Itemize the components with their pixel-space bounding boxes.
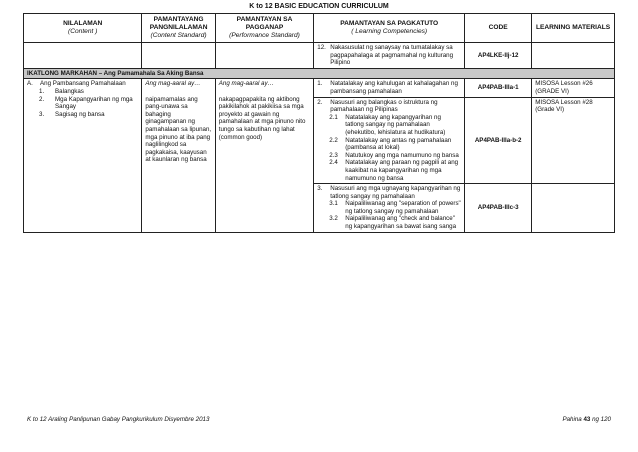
competency-cell: 3. Nasusuri ang mga ugnayang kapangyarihan ng tatlong sangay ng pamahalaan 3.1 Naipaliliwanag ang "separation of powers" ng tatlong sangay ng pamahalaan 3.2 Naipaliliwanag ang "check and balance" ng kapangyarihan sa bawat isang sanga <box>314 184 465 233</box>
competency-code: AP4PAB-IIIc-3 <box>465 184 532 233</box>
competency-cell: 2. Nasusuri ang balangkas o istruktura ng pamahalaan ng Pilipinas 2.1 Natatalakay ang kapangyarihan ng tatlong sangay ng pamahalaan (ehekutibo, lehislatura at hudikatura) 2.2 Natatalakay ang antas ng pamahalaan (pambansa at lokal) 2.3 Natutukoy ang mga namumuno ng bansa 2.4 Natatalakay ang paraan ng pagpili at ang kaakibat na kapangyarihan ng mga namumuno ng bansa <box>314 97 465 184</box>
performance-standard-cell: Ang mag-aaral ay… nakapagpapakita ng aktibong pakikilahok at pakikiisa sa mga proyekto at gawain ng pamahalaan at mga pinuno nito tungo sa kabutihan ng lahat (common good) <box>215 79 314 232</box>
header-learning-competencies: PAMANTAYAN SA PAGKATUTO ( Learning Competencies) <box>314 14 465 43</box>
content-cell: A. Ang Pambansang Pamahalaan 1. Balangkas 2. Mga Kapangyarihan ng mga Sangay 3. Sagisag ng bansa <box>24 79 142 232</box>
curriculum-table <box>23 13 615 233</box>
header-content-standard: PAMANTAYANG PANGNILALAMAN (Content Standard) <box>142 14 215 43</box>
competency-code: AP4LKE-IIj-12 <box>465 43 532 69</box>
competency-code: AP4PAB-IIIa-1 <box>465 79 532 97</box>
quarter-label: IKATLONG MARKAHAN – Ang Pamamahala Sa Aking Bansa <box>24 68 615 79</box>
table-row <box>24 79 615 97</box>
table-row-prev <box>24 43 615 69</box>
footer-page-number: Pahina 43 ng 120 <box>562 416 611 423</box>
header-performance-standard: PAMANTAYAN SA PAGGANAP (Performance Standard) <box>215 14 314 43</box>
quarter-row <box>24 68 615 79</box>
header-code: CODE <box>465 14 532 43</box>
competency-cell: 1. Natatalakay ang kahulugan at kahalagahan ng pambansang pamahalaan <box>314 79 465 97</box>
competency-code: AP4PAB-IIIa-b-2 <box>465 97 532 184</box>
header-materials: LEARNING MATERIALS <box>532 14 615 43</box>
document-title: K to 12 BASIC EDUCATION CURRICULUM <box>249 3 389 10</box>
materials-cell: MISOSA Lesson #28 (Grade VI) <box>532 97 615 184</box>
header-row <box>24 14 615 43</box>
competency-cell: 12. Nakasusulat ng sanaysay na tumatalakay sa pagpapahalaga at pagmamahal ng kulturang Pilipino <box>314 43 465 69</box>
header-content: NILALAMAN (Content ) <box>24 14 142 43</box>
content-standard-cell: Ang mag-aaral ay… naipamamalas ang pang-unawa sa bahaging ginagampanan ng pamahalaan sa lipunan, mga pinuno at iba pang naglilingkod sa pagkakaisa, kaayusan at kaunlaran ng bansa <box>142 79 215 232</box>
footer-document-name: K to 12 Araling Panlipunan Gabay Pangkurikulum Disyembre 2013 <box>27 416 210 423</box>
materials-cell: MISOSA Lesson #26 (GRADE VI) <box>532 79 615 97</box>
materials-cell <box>532 184 615 233</box>
